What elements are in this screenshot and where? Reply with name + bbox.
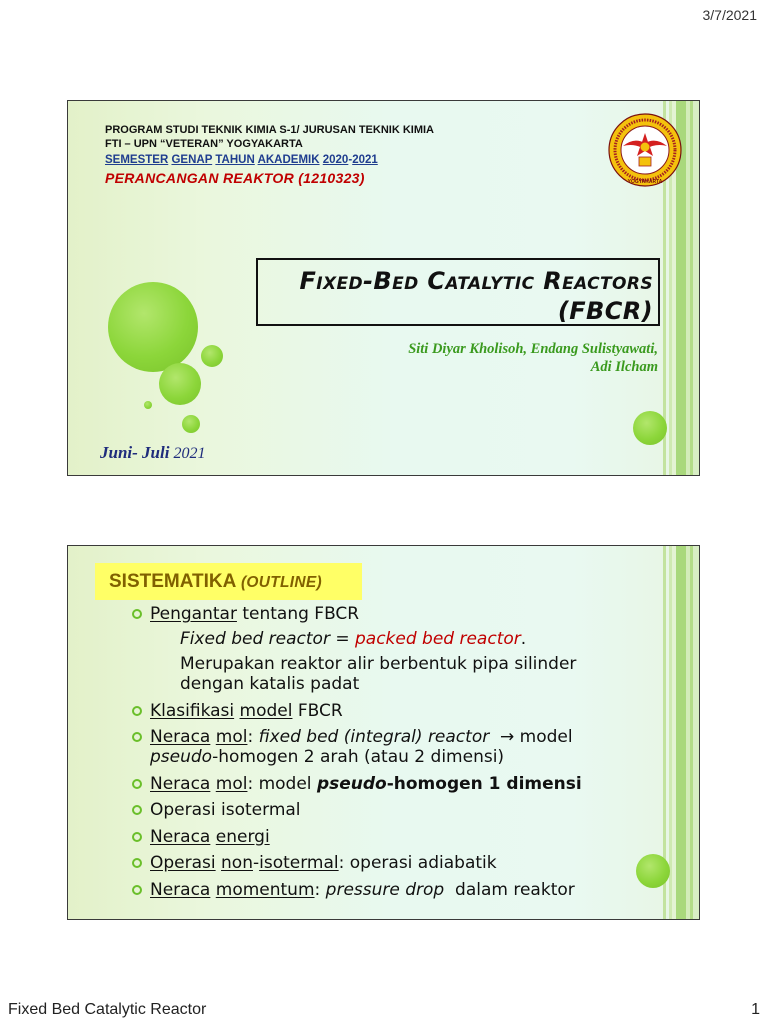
outline-subitem [180, 654, 650, 694]
outline-text: : model [247, 773, 317, 794]
semester-word: SEMESTER [105, 154, 169, 166]
outline-text: energi [215, 826, 270, 847]
semester-word: AKADEMIK [257, 154, 320, 166]
study-program-line: PROGRAM STUDI TEKNIK KIMIA S-1/ JURUSAN TEKNIK KIMIA [105, 124, 434, 136]
outline-text: : [247, 727, 259, 747]
decorative-circle [182, 415, 200, 433]
bullet-circle-icon [132, 805, 142, 815]
outline-item [130, 827, 650, 847]
print-date: 3/7/2021 [702, 7, 757, 23]
outline-text: model [239, 700, 293, 721]
outline-item-body [150, 853, 650, 873]
bullet-circle-icon [132, 832, 142, 842]
slide-outline [67, 545, 700, 920]
bullet-circle-icon [132, 706, 142, 716]
academic-year-line [105, 153, 378, 168]
slide-title [67, 100, 700, 476]
outline-text: non [221, 853, 253, 873]
outline-line [150, 701, 650, 721]
outline-text: Fixed bed reactor = [180, 629, 355, 649]
outline-text: tentang FBCR [236, 604, 360, 624]
outline-text: pressure drop [325, 879, 445, 900]
outline-text: Klasifikasi [150, 700, 235, 721]
bullet-circle-icon [132, 609, 142, 619]
outline-item [130, 853, 650, 873]
outline-text: dalam reaktor [444, 879, 575, 900]
title-line-1: Fixed-Bed Catalytic Reactors [299, 267, 653, 295]
outline-line [180, 654, 650, 674]
outline-item [130, 727, 650, 767]
page-number: 1 [751, 1001, 760, 1018]
outline-item-body [150, 774, 650, 794]
decorative-circle [633, 411, 667, 445]
title-line-2: (FBCR) [557, 297, 653, 325]
outline-text: -homogen 1 dimensi [386, 773, 582, 794]
outline-line [150, 604, 650, 624]
outline-line [150, 747, 650, 767]
outline-item-body [150, 604, 650, 694]
outline-item-body [150, 701, 650, 721]
outline-text: pseudo [316, 773, 387, 794]
authors-line-2: Adi Ilcham [590, 359, 658, 375]
outline-text: pseudo [150, 747, 213, 767]
outline-item-body [150, 727, 650, 767]
outline-line [150, 774, 650, 794]
course-title: PERANCANGAN REAKTOR (1210323) [105, 170, 365, 186]
outline-heading-main: SISTEMATIKA [109, 571, 236, 592]
bullet-circle-icon [132, 779, 142, 789]
outline-text: - [252, 853, 260, 873]
outline-text: mol [215, 727, 248, 747]
outline-line [150, 880, 650, 900]
outline-text: Neraca [150, 727, 211, 747]
outline-item [130, 880, 650, 900]
university-seal-icon [608, 113, 682, 187]
outline-text: Neraca [150, 773, 211, 794]
decorative-circle [636, 854, 670, 888]
outline-text: FBCR [292, 700, 343, 721]
semester-word: TAHUN [215, 154, 255, 166]
faculty-line: FTI – UPN “VETERAN” YOGYAKARTA [105, 138, 303, 150]
outline-text: Neraca [150, 826, 211, 847]
outline-text: Operasi isotermal [150, 800, 301, 820]
outline-text: momentum [215, 879, 315, 900]
outline-line [150, 800, 650, 820]
outline-text: -homogen 2 arah (atau 2 dimensi) [212, 747, 505, 767]
outline-text: Pengantar [150, 604, 237, 624]
outline-line [180, 674, 650, 694]
outline-item [130, 800, 650, 820]
outline-item [130, 604, 650, 694]
bullet-circle-icon [132, 885, 142, 895]
outline-text: : [314, 879, 326, 900]
authors-line-1: Siti Diyar Kholisoh, Endang Sulistyawati, [408, 341, 658, 357]
decorative-circle [201, 345, 223, 367]
outline-item-body [150, 880, 650, 900]
outline-text: → model [489, 727, 573, 747]
outline-heading-sub: (OUTLINE) [240, 574, 323, 591]
outline-text: Operasi [150, 853, 216, 873]
outline-line [150, 853, 650, 873]
outline-item [130, 774, 650, 794]
outline-item-body [150, 827, 650, 847]
outline-text: dengan katalis padat [180, 674, 360, 694]
decorative-circle [108, 282, 198, 372]
footer-title: Fixed Bed Catalytic Reactor [8, 1001, 207, 1018]
course-months: Juni- Juli [100, 443, 170, 462]
course-period [100, 442, 205, 465]
outline-text: isotermal [259, 853, 339, 873]
outline-item-body [150, 800, 650, 820]
seal-bottom-text: YOGYAKARTA [627, 179, 663, 185]
outline-text: Merupakan reaktor alir berbentuk pipa silinder [180, 654, 577, 674]
outline-list [130, 604, 650, 906]
presentation-title [256, 258, 660, 326]
outline-line [180, 629, 650, 649]
year-separator: - [348, 154, 353, 166]
course-year: 2021 [173, 445, 206, 462]
bullet-circle-icon [132, 858, 142, 868]
year-end: 2021 [352, 154, 378, 166]
outline-subitem [180, 629, 650, 649]
outline-item [130, 701, 650, 721]
outline-text: fixed bed (integral) reactor [258, 727, 490, 747]
outline-heading [95, 563, 362, 600]
decorative-circle [159, 363, 201, 405]
outline-text: packed bed reactor [354, 629, 521, 649]
bullet-circle-icon [132, 732, 142, 742]
outline-line [150, 827, 650, 847]
decorative-circle [144, 401, 152, 409]
semester-word: GENAP [171, 154, 213, 166]
outline-line [150, 727, 650, 747]
outline-text: . [520, 629, 527, 649]
outline-text: mol [215, 773, 248, 794]
outline-text: : operasi adiabatik [338, 853, 497, 873]
outline-text: Neraca [150, 879, 211, 900]
year-start: 2020 [322, 154, 349, 166]
